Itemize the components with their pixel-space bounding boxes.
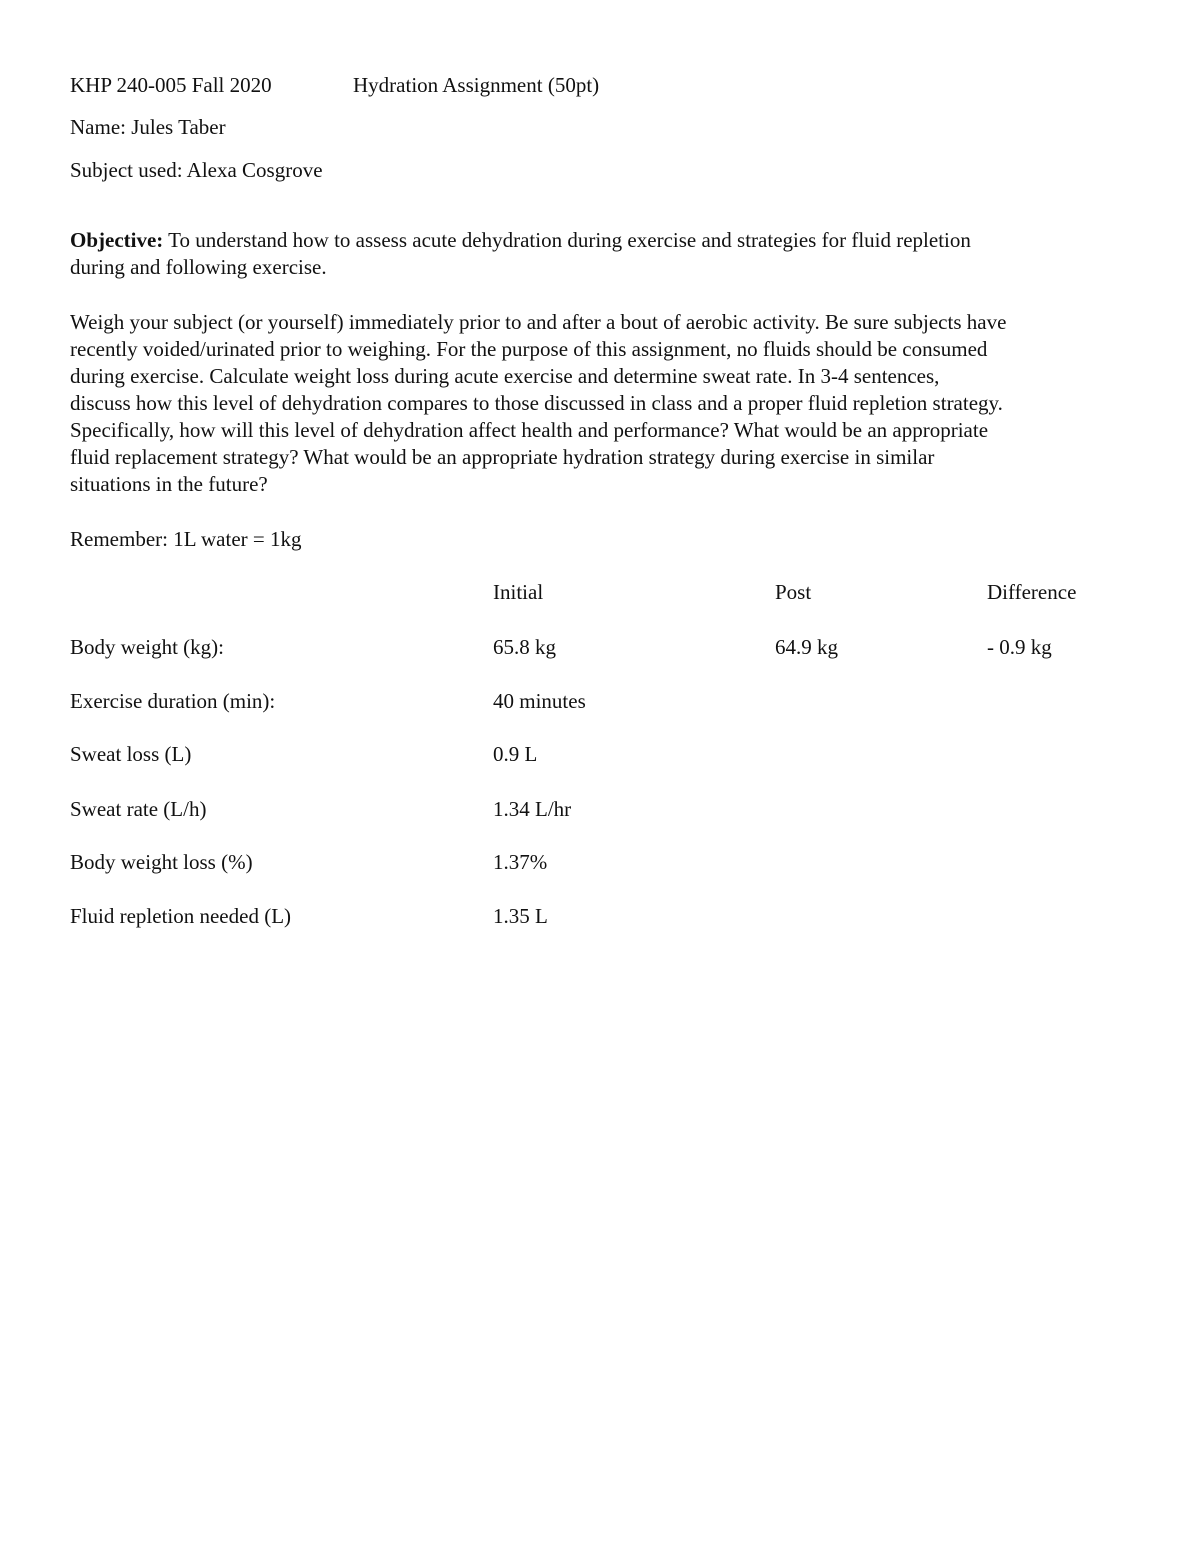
remember-note: Remember: 1L water = 1kg [70, 527, 302, 551]
course-code: KHP 240-005 Fall 2020 [70, 73, 272, 97]
header-post: Post [775, 580, 812, 604]
row-label: Body weight (kg): [70, 635, 224, 659]
row-label: Fluid repletion needed (L) [70, 904, 292, 928]
row-initial-value: 0.9 L [493, 742, 538, 766]
row-initial-value: 1.37% [493, 850, 548, 874]
header-initial: Initial [493, 580, 544, 604]
subject-used: Subject used: Alexa Cosgrove [70, 158, 323, 182]
row-initial-value: 40 minutes [493, 689, 586, 713]
row-initial-value: 65.8 kg [493, 635, 556, 659]
row-initial-value: 1.34 L/hr [493, 797, 572, 821]
objective-label: Objective: [70, 228, 164, 252]
row-difference-value: - 0.9 kg [987, 635, 1052, 659]
student-name: Name: Jules Taber [70, 115, 226, 139]
objective-paragraph [70, 227, 1140, 281]
assignment-title: Hydration Assignment (50pt) [353, 73, 600, 97]
row-label: Sweat rate (L/h) [70, 797, 207, 821]
row-initial-value: 1.35 L [493, 904, 548, 928]
row-label: Body weight loss (%) [70, 850, 253, 874]
row-label: Exercise duration (min): [70, 689, 276, 713]
header-difference: Difference [987, 580, 1077, 604]
row-post-value: 64.9 kg [775, 635, 838, 659]
row-label: Sweat loss (L) [70, 742, 192, 766]
objective-text: To understand how to assess acute dehydration during exercise and strategies for fluid repletion during and following exercise. [70, 228, 971, 279]
instructions-paragraph: Weigh your subject (or yourself) immediately prior to and after a bout of aerobic activity. Be sure subjects have recently voided/urinated prior to weighing. For the purpose of this assignment, no fluids should be consumed during exercise. Calculate weight loss during acute exercise and determine sweat rate. In 3-4 sentences, discuss how this level of dehydration compares to those discussed in class and a proper fluid repletion strategy. Specifically, how will this level of dehydration affect health and performance? What would be an appropriate fluid replacement strategy? What would be an appropriate hydration strategy during exercise in similar situations in the future? [70, 310, 1007, 496]
